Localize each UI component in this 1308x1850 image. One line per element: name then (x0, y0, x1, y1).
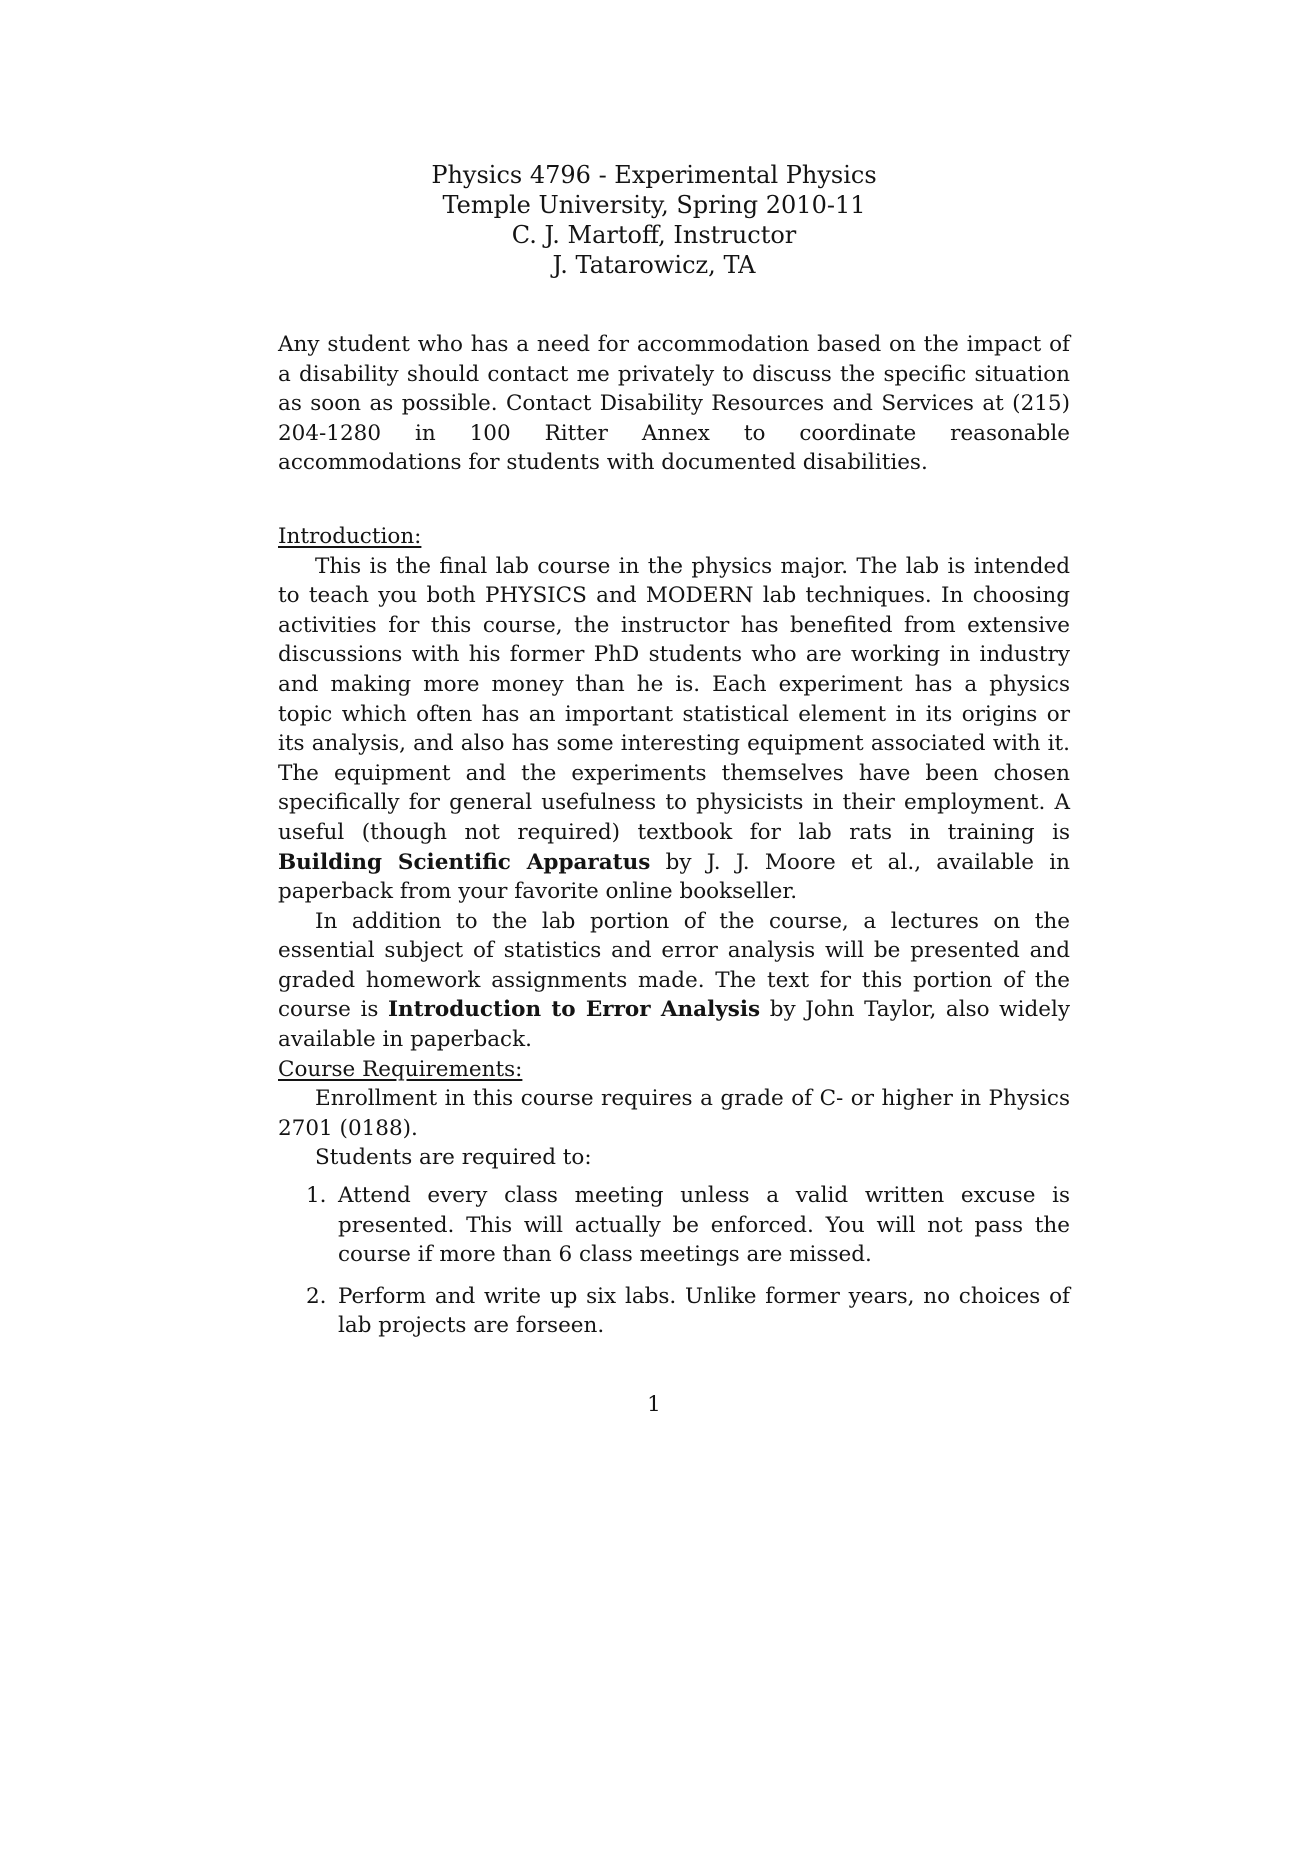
list-item-text: Attend every class meeting unless a valid written excuse is presented. This will actually be enforced. You will not pass the course if more than 6 class meetings are missed. (338, 1183, 1070, 1268)
list-item (278, 1181, 1070, 1270)
requirements-lead: Students are required to: (315, 1145, 592, 1171)
course-title: Physics 4796 - Experimental Physics (431, 161, 877, 189)
disability-notice: Any student who has a need for accommodation based on the impact of a disability should contact me privately to discuss the specific situation as soon as possible. Contact Disability Resources and Services at (215) 204-1280 in 100 Ritter Annex to coordinate reasonable accommodations for students with documented disabilities. (278, 332, 1070, 476)
introduction-paragraph-2 (278, 907, 1070, 1055)
prerequisite-paragraph: Enrollment in this course requires a grade of C- or higher in Physics 2701 (0188). (278, 1086, 1070, 1141)
list-item-text: Perform and write up six labs. Unlike former years, no choices of lab projects are forseen. (338, 1283, 1070, 1339)
book-title-apparatus: Building Scientific Apparatus (278, 849, 651, 875)
intro-p2-text-end: by John Taylor, also widely available in paperback. (278, 997, 1070, 1053)
document-header (0, 160, 1308, 280)
intro-p2-text: In addition to the lab portion of the course, a lectures on the essential subject of statistics and error analysis will be presented and graded homework assignments made. The text for this portion of the course is (278, 908, 1070, 1023)
intro-p1-text-end: by J. J. Moore et al., available in paperback from your favorite online bookseller. (278, 849, 1070, 905)
instructor-line: C. J. Martoff, Instructor (511, 221, 797, 249)
document-body (278, 330, 1070, 1353)
book-title-error-analysis: Introduction to Error Analysis (387, 997, 761, 1023)
requirements-heading: Course Requirements: (278, 1056, 523, 1082)
list-item (278, 1282, 1070, 1341)
introduction-paragraph-1 (278, 552, 1070, 907)
requirements-list (278, 1181, 1070, 1341)
list-item-number: 2. (306, 1283, 327, 1309)
ta-line: J. Tatarowicz, TA (552, 251, 756, 279)
list-item-number: 1. (306, 1183, 327, 1209)
page-number: 1 (647, 1392, 661, 1417)
intro-p1-text: This is the final lab course in the physics major. The lab is intended to teach you both PHYSICS and MODERN lab techniques. In choosing activities for this course, the instructor has benefited from extensive discussions with his former PhD students who are working in industry and making more money than he is. Each experiment has a physics topic which often has an important statistical element in its origins or its analysis, and also has some interesting equipment associated with it. The equipment and the experiments themselves have been chosen specifically for general usefulness to physicists in their employment. A useful (though not required) textbook for lab rats in training is (278, 553, 1070, 845)
university-term: Temple University, Spring 2010-11 (442, 191, 866, 219)
introduction-heading: Introduction: (278, 523, 422, 549)
